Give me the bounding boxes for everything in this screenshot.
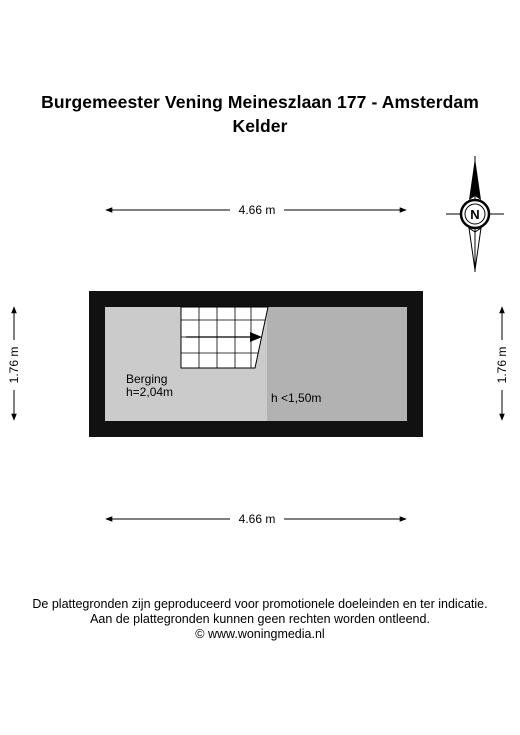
north-arrow-compass-icon: [446, 156, 504, 272]
dimension-right: [495, 307, 509, 420]
disclaimer-line-1: De plattegronden zijn geproduceerd voor promotionele doeleinden en ter indicatie.: [32, 597, 488, 611]
floor-name: Kelder: [232, 116, 288, 136]
dimension-top-label: 4.66 m: [238, 203, 276, 217]
copyright-line: © www.woningmedia.nl: [195, 627, 325, 641]
plan-title: Burgemeester Vening Meineszlaan 177 - Amsterdam: [41, 92, 479, 112]
dimension-left: [7, 307, 21, 420]
dimension-bottom-label: 4.66 m: [238, 512, 276, 526]
dimension-bottom: [106, 512, 406, 526]
disclaimer-line-2: Aan de plattegronden kunnen geen rechten worden ontleend.: [90, 612, 430, 626]
dimension-left-label: 1.76 m: [7, 346, 21, 384]
room-berging-name: Berging: [126, 372, 168, 386]
room-low-ceiling-height: h <1,50m: [271, 391, 322, 405]
compass-n-label: N: [470, 207, 480, 222]
room-berging-height: h=2,04m: [126, 385, 174, 399]
dimension-top: [106, 203, 406, 217]
dimension-right-label: 1.76 m: [495, 346, 509, 384]
staircase: [181, 307, 268, 368]
